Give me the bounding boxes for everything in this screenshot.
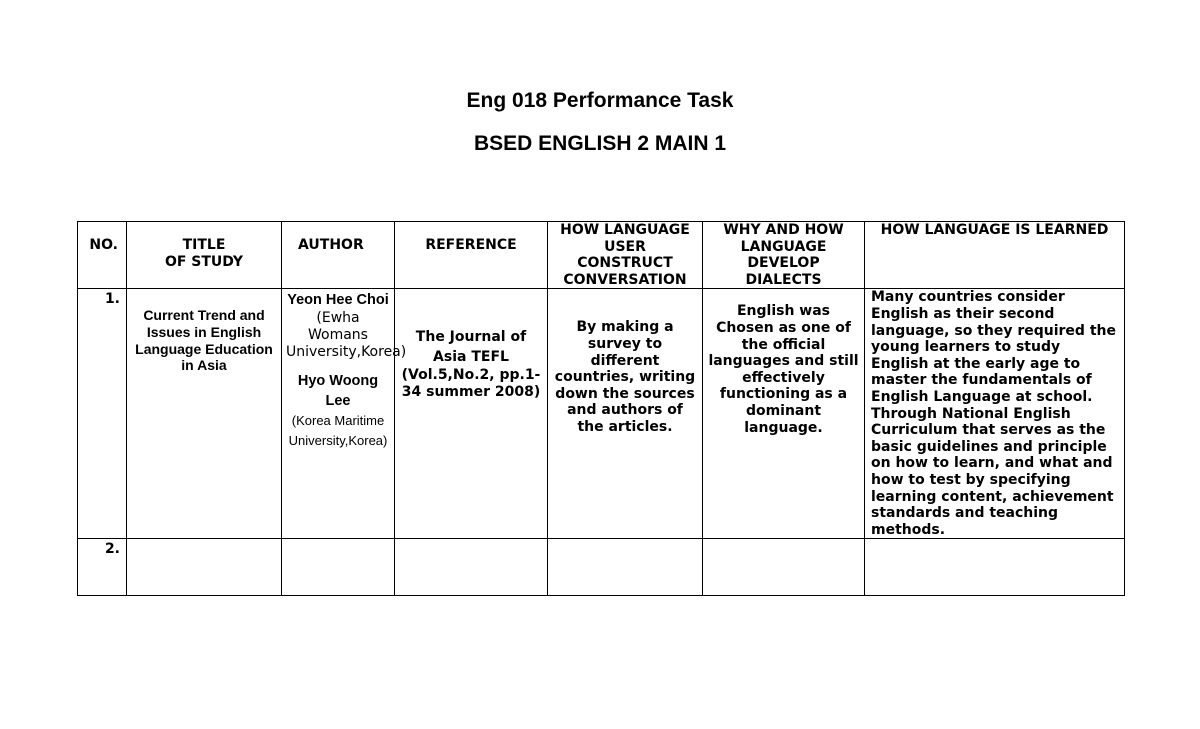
reference-details: (Vol.5,No.2, pp.1-34 summer 2008) bbox=[401, 367, 541, 400]
empty-cell bbox=[548, 539, 703, 596]
author-2-name: Hyo Woong Lee bbox=[297, 373, 379, 410]
header-construct-conversation bbox=[548, 222, 703, 289]
reference-journal: The Journal of Asia TEFL bbox=[415, 329, 527, 366]
table-header-row bbox=[78, 222, 1125, 289]
develop-dialects-cell: English was Chosen as one of the official languages and still effectively functioning as a dominant language. bbox=[703, 289, 865, 539]
empty-cell bbox=[395, 539, 548, 596]
header-dialect-line3: DEVELOP bbox=[747, 255, 820, 272]
header-construct-line2: USER bbox=[604, 238, 646, 255]
header-dialect-line2: LANGUAGE bbox=[740, 238, 827, 255]
header-reference: REFERENCE bbox=[395, 222, 548, 289]
header-title-of-study bbox=[127, 222, 282, 289]
header-title-line2: OF STUDY bbox=[164, 253, 244, 270]
header-dialect-line1: WHY AND HOW bbox=[723, 222, 844, 238]
row-number: 2. bbox=[78, 539, 127, 596]
empty-cell bbox=[127, 539, 282, 596]
reference-cell bbox=[395, 289, 548, 539]
table-row bbox=[78, 539, 1125, 596]
row-number: 1. bbox=[78, 289, 127, 539]
header-no: NO. bbox=[78, 222, 127, 289]
author-1-name: Yeon Hee Choi bbox=[287, 292, 389, 309]
empty-cell bbox=[865, 539, 1125, 596]
author-cell bbox=[282, 289, 407, 539]
empty-cell bbox=[282, 539, 395, 596]
construct-conversation-cell: By making a survey to different countries, writing down the sources and authors of the articles. bbox=[548, 289, 703, 539]
document-title: Eng 018 Performance Task bbox=[466, 89, 734, 112]
header-construct-line4: CONVERSATION bbox=[563, 271, 687, 288]
document-subtitle: BSED ENGLISH 2 MAIN 1 bbox=[473, 132, 727, 155]
performance-task-table bbox=[77, 221, 1125, 596]
language-learned-cell: Many countries consider English as their second language, so they required the young learners to study English at the early age to master the fundamentals of English Language at school. Through National English Curriculum that serves as the basic guidelines and principle on how to learn, and what and how to test by specifying learning content, achievement standards and teaching methods. bbox=[865, 289, 1125, 539]
header-construct-line1: HOW LANGUAGE bbox=[560, 222, 690, 238]
header-dialect-line4: DIALECTS bbox=[745, 271, 822, 288]
author-1-affiliation: (Ewha Womans University,Korea) bbox=[286, 310, 407, 361]
author-2-affiliation: (Korea Maritime University,Korea) bbox=[288, 413, 388, 449]
header-construct-line3: CONSTRUCT bbox=[577, 255, 673, 272]
header-develop-dialects bbox=[703, 222, 865, 289]
header-language-learned: HOW LANGUAGE IS LEARNED bbox=[865, 222, 1125, 289]
header-title-line1: TITLE bbox=[182, 237, 226, 253]
header-author: AUTHOR bbox=[282, 222, 395, 289]
study-title: Current Trend and Issues in English Language Education in Asia bbox=[127, 289, 282, 539]
table-row bbox=[78, 289, 1125, 539]
empty-cell bbox=[703, 539, 865, 596]
